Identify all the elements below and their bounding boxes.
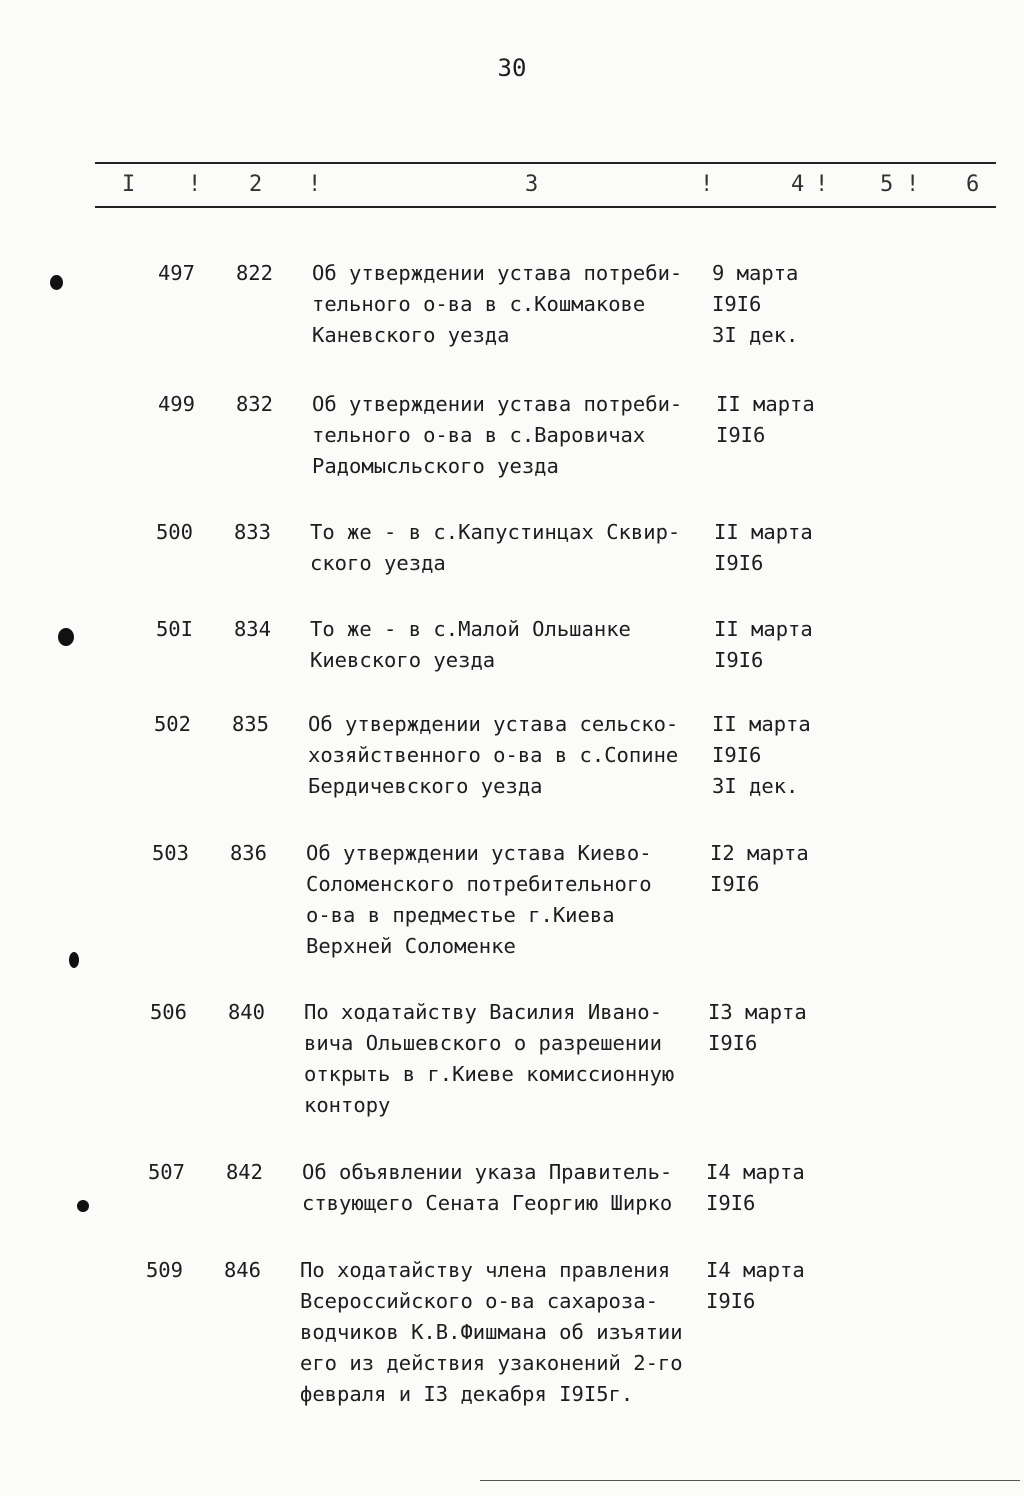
column-separator: ! [308,172,322,197]
description-line: Всероссийского о-ва сахароза- [300,1289,658,1313]
binding-hole-mark [69,952,79,968]
date-line: I4 марта [706,1258,805,1282]
description-line: Киевского уезда [310,648,496,672]
entry-description [308,709,678,802]
footer-rule [480,1480,1020,1481]
description-line: хозяйственного о-ва в с.Сопине [308,743,679,767]
date-line: II марта [714,617,813,641]
description-line: контору [304,1093,391,1117]
entry-description [312,389,682,482]
date-line: II марта [712,712,811,736]
description-line: тельного о-ва в с.Варовичах [312,423,646,447]
entry-number: 497 [157,261,195,285]
entry-date [706,1255,805,1317]
entry-number: 502 [153,712,191,736]
document-number: 836 [229,841,267,865]
entry-number: 50I [155,617,193,641]
description-line: Верхней Соломенке [306,934,516,958]
column-header-1: I [122,172,136,197]
date-line: I9I6 [706,1191,756,1215]
page-number: 30 [497,54,527,82]
entry-description [302,1157,672,1219]
date-line: I9I6 [710,872,760,896]
date-line: I9I6 [716,423,766,447]
document-number: 832 [235,392,273,416]
document-number: 846 [223,1258,261,1282]
entry-date [714,517,813,579]
description-line: Об утверждении устава Киево- [306,841,652,865]
column-header-5: 5 [880,172,894,197]
description-line: о-ва в предместье г.Киева [306,903,615,927]
description-line: Об утверждении устава потреби- [312,261,683,285]
document-number: 834 [233,617,271,641]
column-header-2: 2 [249,172,263,197]
description-line: Каневского уезда [312,323,510,347]
date-line: I9I6 [712,743,762,767]
description-line: Об утверждении устава потреби- [312,392,683,416]
date-line: I9I6 [706,1289,756,1313]
date-line: I4 марта [706,1160,805,1184]
entry-date [708,997,807,1059]
document-number: 833 [233,520,271,544]
column-header-3: 3 [525,172,539,197]
description-line: водчиков К.В.Фишмана об изъятии [300,1320,683,1344]
date-line: 3I дек. [712,774,799,798]
date-line: I3 марта [708,1000,807,1024]
column-header-4: 4 [791,172,805,197]
description-line: По ходатайству члена правления [300,1258,671,1282]
description-line: Радомысльского уезда [312,454,559,478]
entry-date [714,614,813,676]
column-separator: ! [700,172,714,197]
binding-hole-mark [77,1200,89,1212]
description-line: его из действия узаконений 2-го [300,1351,683,1375]
column-separator: ! [815,172,829,197]
entry-description [310,614,631,676]
entry-description [310,517,680,579]
description-line: Бердичевского уезда [308,774,543,798]
entry-date [712,709,811,802]
binding-hole-mark [50,275,63,290]
description-line: тельного о-ва в с.Кошмакове [312,292,646,316]
document-number: 840 [227,1000,265,1024]
entry-number: 503 [151,841,189,865]
description-line: Об объявлении указа Правитель- [302,1160,673,1184]
date-line: 9 марта [712,261,799,285]
description-line: Соломенского потребительного [306,872,652,896]
entry-date [716,389,815,451]
description-line: Об утверждении устава сельско- [308,712,679,736]
date-line: I9I6 [712,292,762,316]
entry-date [706,1157,805,1219]
entry-number: 499 [157,392,195,416]
header-rule-top [95,162,996,164]
date-line: I2 марта [710,841,809,865]
description-line: По ходатайству Василия Ивано- [304,1000,662,1024]
entry-description [312,258,682,351]
date-line: 3I дек. [712,323,799,347]
document-number: 835 [231,712,269,736]
column-header-6: 6 [966,172,980,197]
date-line: I9I6 [714,551,764,575]
column-separator: ! [906,172,920,197]
description-line: То же - в с.Капустинцах Сквир- [310,520,681,544]
entry-date [712,258,798,351]
date-line: I9I6 [714,648,764,672]
date-line: II марта [716,392,815,416]
entry-description [300,1255,683,1410]
document-number: 842 [225,1160,263,1184]
date-line: II марта [714,520,813,544]
binding-hole-mark [58,628,74,646]
entry-number: 507 [147,1160,185,1184]
description-line: То же - в с.Малой Ольшанке [310,617,631,641]
document-number: 822 [235,261,273,285]
entry-number: 506 [149,1000,187,1024]
description-line: вича Ольшевского о разрешении [304,1031,662,1055]
entry-description [304,997,674,1121]
entry-description [306,838,652,962]
description-line: ствующего Сената Георгию Ширко [302,1191,673,1215]
description-line: февраля и I3 декабря I9I5г. [300,1382,634,1406]
entry-number: 500 [155,520,193,544]
entry-date [710,838,809,900]
entry-number: 509 [145,1258,183,1282]
description-line: ского уезда [310,551,446,575]
header-rule-bottom [95,206,996,208]
date-line: I9I6 [708,1031,758,1055]
column-separator: ! [188,172,202,197]
description-line: открыть в г.Киеве комиссионную [304,1062,675,1086]
